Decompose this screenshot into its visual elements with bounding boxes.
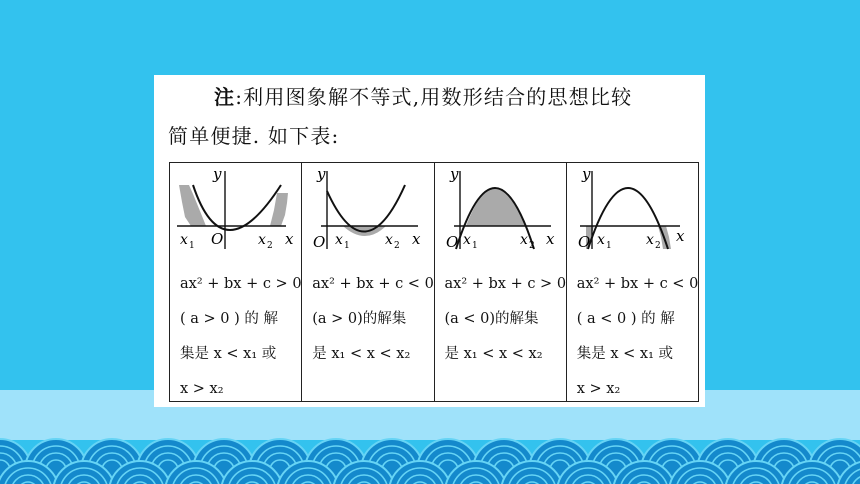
parabola-graph-up-inside xyxy=(305,165,429,255)
condition: (a > 0)的解集 xyxy=(312,311,407,327)
root-x2-sub: 2 xyxy=(528,241,535,251)
parabola-curve xyxy=(327,185,405,232)
y-axis-label: y xyxy=(581,165,591,183)
solution-set: 集是 x < x₁ 或 xyxy=(180,346,277,362)
solution-set-cont: x > x₂ xyxy=(576,381,621,397)
condition: ( a < 0 ) 的 解 xyxy=(576,311,675,327)
root-x1-label: x xyxy=(596,232,605,248)
table-cell xyxy=(170,163,302,401)
x-axis-label: x xyxy=(412,230,421,248)
root-x2-label: x xyxy=(645,232,654,248)
note-text-1: :利用图象解不等式,用数形结合的思想比较 xyxy=(235,85,633,109)
solution-set: 是 x₁ < x < x₂ xyxy=(444,346,543,362)
root-x1-sub: 1 xyxy=(605,241,612,251)
solution-set: 集是 x < x₁ 或 xyxy=(576,346,674,362)
condition: ( a > 0 ) 的 解 xyxy=(180,311,278,327)
root-x2-label: x xyxy=(519,232,528,248)
x-axis-label: x xyxy=(675,227,685,245)
origin-label: O xyxy=(445,233,458,251)
cell-text xyxy=(445,267,567,372)
parabola-graph-down-inside xyxy=(438,165,562,255)
origin-label: O xyxy=(577,233,591,251)
table-cell xyxy=(435,163,567,401)
solution-set-cont: x > x₂ xyxy=(180,381,224,397)
cell-text xyxy=(577,267,699,407)
y-axis-label: y xyxy=(213,165,222,183)
root-x1-sub: 1 xyxy=(344,241,350,251)
content-card xyxy=(154,75,705,407)
origin-label: O xyxy=(211,230,224,248)
x-axis-label: x xyxy=(545,230,554,248)
cell-text xyxy=(180,267,302,407)
x-axis-label: x xyxy=(285,230,294,248)
root-x1-label: x xyxy=(180,232,188,248)
parabola-graph-up-outside xyxy=(173,165,297,255)
note-line-1 xyxy=(214,81,632,110)
inequality: ax² + bx + c < 0 xyxy=(312,276,434,292)
inequality: ax² + bx + c > 0 xyxy=(180,276,302,292)
inequality: ax² + bx + c < 0 xyxy=(576,276,699,292)
condition: (a < 0)的解集 xyxy=(444,311,539,327)
y-axis-label: y xyxy=(317,165,326,183)
y-axis-label: y xyxy=(449,165,458,183)
root-x2-sub: 2 xyxy=(267,241,273,251)
root-x1-sub: 1 xyxy=(471,241,478,251)
root-x1-label: x xyxy=(335,232,344,248)
root-x1-sub: 1 xyxy=(189,241,195,251)
root-x2-sub: 2 xyxy=(394,241,400,251)
root-x2-label: x xyxy=(258,232,266,248)
cell-text xyxy=(312,267,434,372)
table-cell xyxy=(302,163,434,401)
note-line-2: 简单便捷. 如下表: xyxy=(168,124,340,148)
inequality: ax² + bx + c > 0 xyxy=(444,276,567,292)
parabola-curve xyxy=(193,185,281,230)
solution-set: 是 x₁ < x < x₂ xyxy=(312,346,411,362)
root-x1-label: x xyxy=(462,232,471,248)
origin-label: O xyxy=(313,233,326,251)
root-x2-label: x xyxy=(385,232,394,248)
parabola-graph-down-outside xyxy=(570,165,694,255)
comparison-table xyxy=(169,162,699,402)
note-label: 注 xyxy=(214,85,236,109)
root-x2-sub: 2 xyxy=(654,241,661,251)
table-cell xyxy=(567,163,698,401)
